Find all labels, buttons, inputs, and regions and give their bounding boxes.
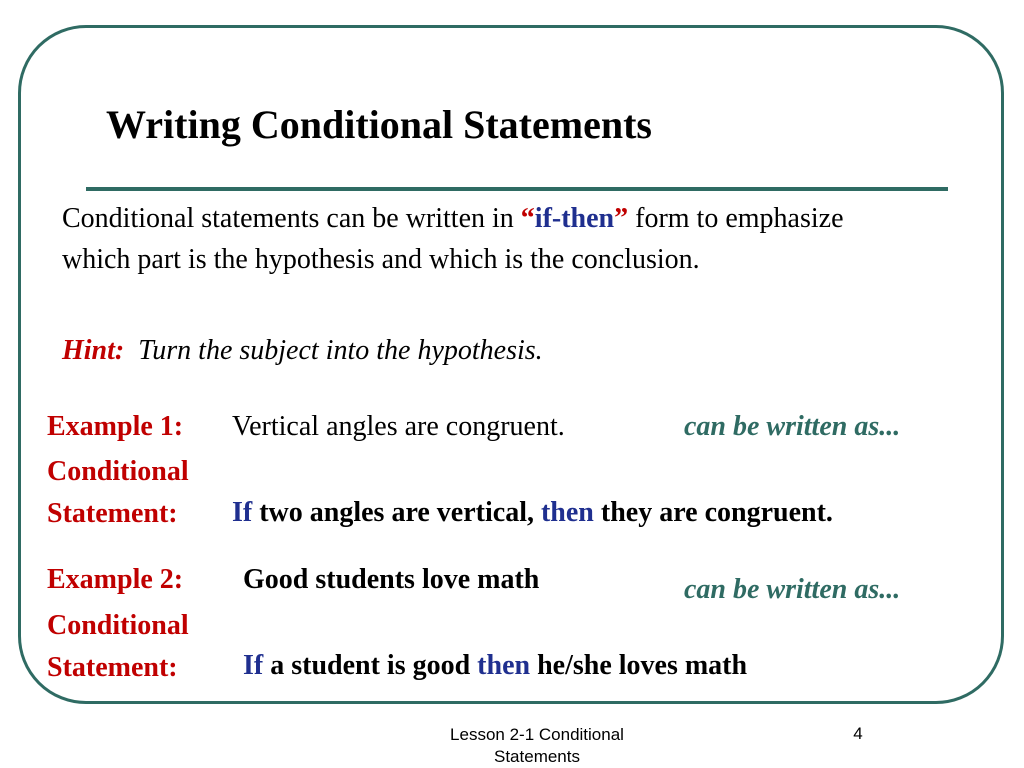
hypothesis-text: two angles are vertical, (252, 497, 541, 528)
example-2-conditional-label (47, 605, 189, 689)
example-2-label: Example 2: (47, 564, 184, 595)
intro-text-end: form to emphasize which part is the hypothesis and which is the conclusion. (62, 203, 844, 275)
hint-line (62, 335, 543, 367)
example-2-conditional (243, 650, 747, 682)
quote-open: “ (520, 203, 535, 234)
footer-lesson-line2: Statements (494, 747, 580, 766)
conditional-label-line1: Conditional (47, 456, 189, 487)
example-1-label: Example 1: (47, 411, 184, 442)
if-then-keyword: if-then (534, 203, 615, 234)
intro-paragraph (62, 198, 892, 280)
if-keyword: If (232, 497, 253, 528)
conclusion-text: they are congruent. (593, 497, 833, 528)
title-underline (86, 187, 948, 191)
if-keyword: If (243, 650, 264, 681)
hint-label: Hint: (62, 335, 125, 366)
example-1-conditional (232, 497, 833, 529)
slide-title: Writing Conditional Statements (106, 102, 652, 147)
quote-close: ” (614, 203, 629, 234)
conclusion-text: he/she loves math (530, 650, 748, 681)
hint-text: Turn the subject into the hypothesis. (138, 335, 543, 366)
conditional-label-line1: Conditional (47, 610, 189, 641)
footer-lesson-title (410, 724, 664, 768)
intro-text-start: Conditional statements can be written in (62, 203, 521, 234)
hypothesis-text: a student is good (263, 650, 478, 681)
example-1-statement: Vertical angles are congruent. (232, 411, 565, 442)
footer-lesson-line1: Lesson 2-1 Conditional (450, 725, 624, 744)
example-1-can-be-written-as: can be written as... (684, 411, 901, 442)
example-1-conditional-label (47, 451, 189, 535)
then-keyword: then (477, 650, 531, 681)
then-keyword: then (540, 497, 594, 528)
conditional-label-line2: Statement: (47, 652, 178, 683)
conditional-label-line2: Statement: (47, 498, 178, 529)
slide-number: 4 (853, 724, 863, 743)
example-2-can-be-written-as: can be written as... (684, 574, 901, 605)
example-2-statement: Good students love math (243, 564, 540, 595)
